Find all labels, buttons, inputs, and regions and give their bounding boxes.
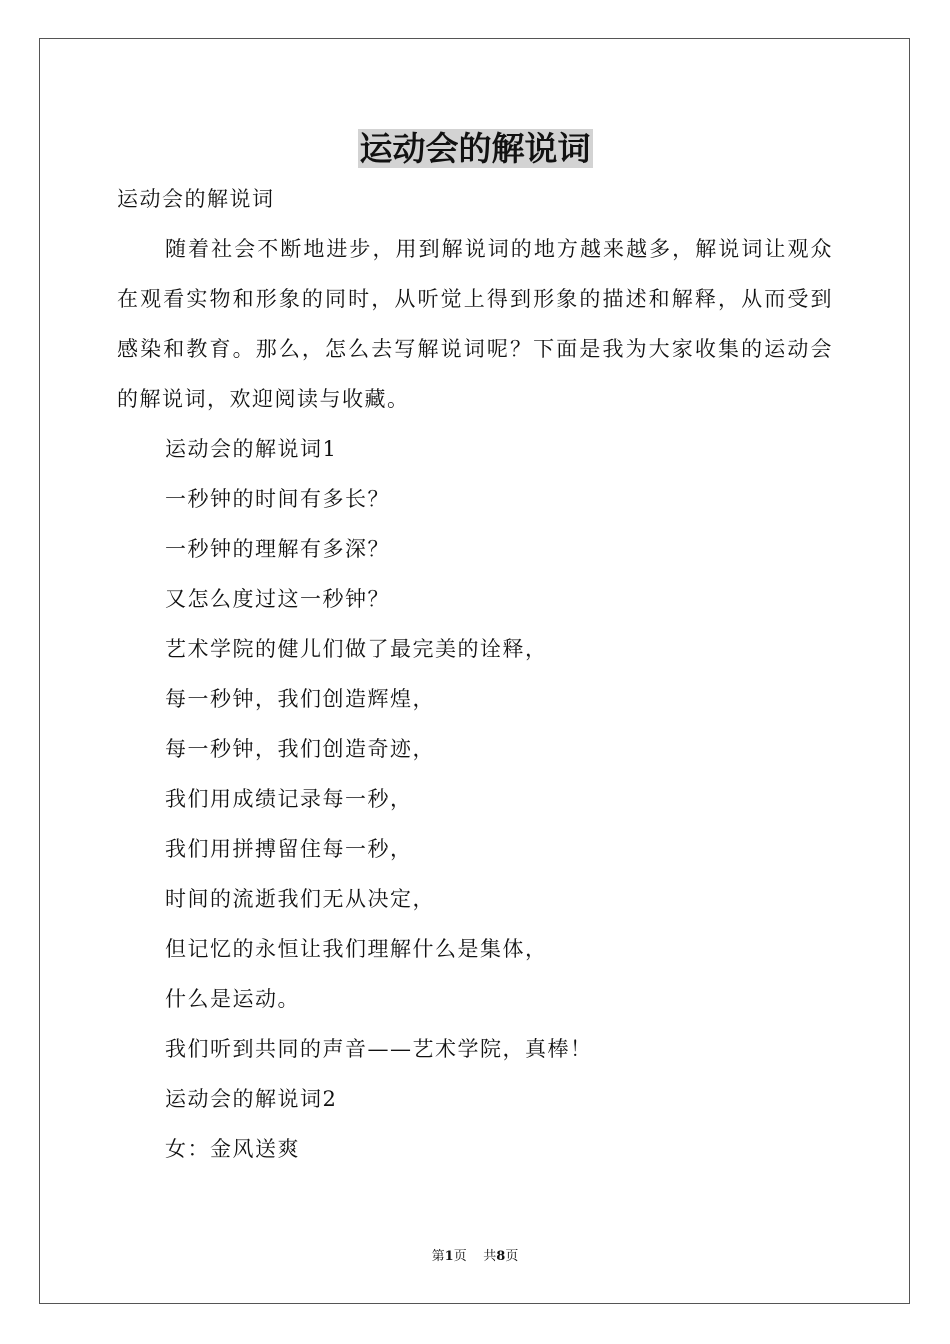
document-title [0,126,950,172]
verse-line: 每一秒钟，我们创造奇迹， [165,737,435,761]
verse-line: 又怎么度过这一秒钟？ [165,587,390,611]
page-number: 1 [444,1249,454,1264]
total-pages: 8 [496,1249,506,1264]
section-heading-1: 运动会的解说词1 [165,437,338,461]
document-title-text: 运动会的解说词 [359,129,591,168]
verse-line: 艺术学院的健儿们做了最完美的诠释， [165,637,548,661]
verse-line: 时间的流逝我们无从决定， [165,887,435,911]
verse-line: 我们用拼搏留住每一秒， [165,837,413,861]
page-prefix: 第 [431,1249,445,1264]
verse-line: 每一秒钟，我们创造辉煌， [165,687,435,711]
intro-paragraph: 随着社会不断地进步，用到解说词的地方越来越多，解说词让观众在观看实物和形象的同时，从听觉上得到形象的描述和解释，从而受到感染和教育。那么，怎么去写解说词呢？下面是我为大家收集的运动会的解说词，欢迎阅读与收藏。 [117,237,833,411]
page-footer [0,1247,950,1267]
dialogue-line: 女：金风送爽 [165,1137,300,1161]
verse-line: 但记忆的永恒让我们理解什么是集体， [165,937,548,961]
page-suffix: 页 [453,1249,467,1264]
verse-line: 一秒钟的理解有多深？ [165,537,390,561]
total-suffix: 页 [505,1249,519,1264]
verse-line: 一秒钟的时间有多长？ [165,487,390,511]
document-body [117,174,833,1174]
section-heading-2: 运动会的解说词2 [165,1087,338,1111]
total-prefix: 共 [483,1249,497,1264]
document-subtitle: 运动会的解说词 [117,187,275,211]
verse-line: 什么是运动。 [165,987,300,1011]
verse-line: 我们用成绩记录每一秒， [165,787,413,811]
verse-line: 我们听到共同的声音——艺术学院，真棒！ [165,1037,593,1061]
